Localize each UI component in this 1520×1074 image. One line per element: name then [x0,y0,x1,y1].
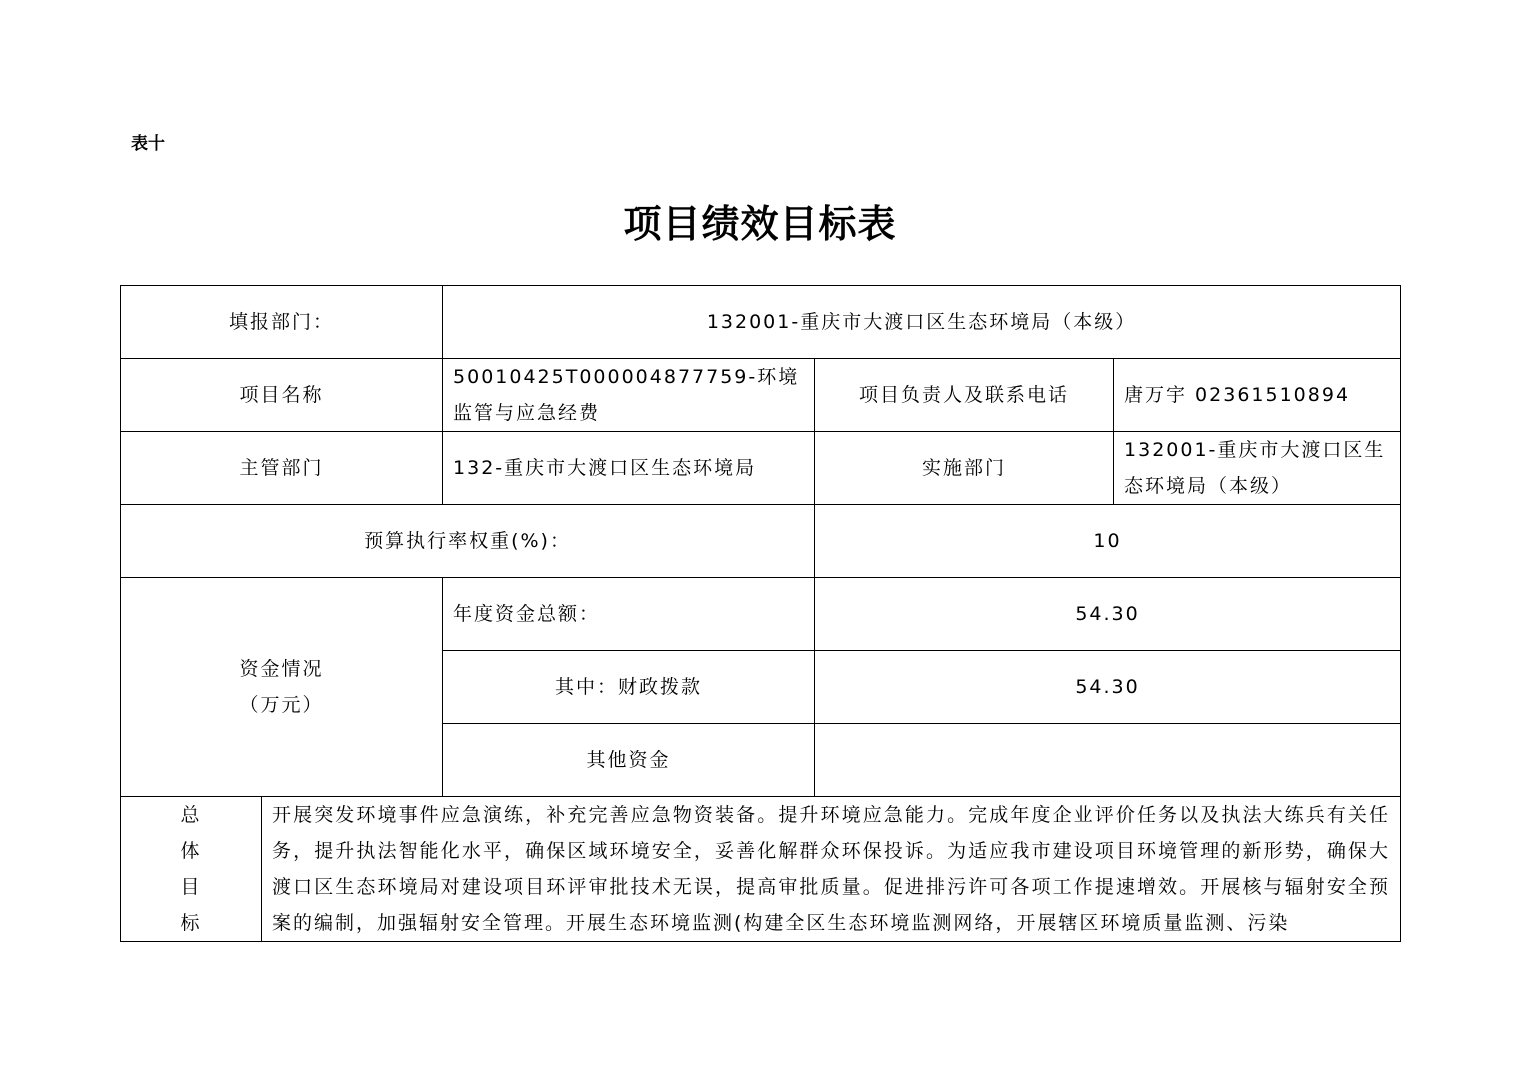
dept-row [121,432,1401,505]
implementing-dept-value: 132001-重庆市大渡口区生态环境局（本级） [1114,432,1401,505]
document-title: 项目绩效目标表 [623,201,897,246]
implementing-dept-label: 实施部门 [815,432,1114,505]
project-name-row [121,359,1401,432]
funds-label-line1: 资金情况 [239,658,324,680]
overall-goal-text: 开展突发环境事件应急演练，补充完善应急物资装备。提升环境应急能力。完成年度企业评价任务以及执法大练兵有关任务，提升执法智能化水平，确保区域环境安全，妥善化解群众环保投诉。为适应我市建设项目环境管理的新形势，确保大渡口区生态环境局对建设项目环评审批技术无误，提高审批质量。促进排污许可各项工作提速增效。开展核与辐射安全预案的编制，加强辐射安全管理。开展生态环境监测(构建全区生态环境监测网络，开展辖区环境质量监测、污染 [262,797,1401,942]
other-funds-value [815,724,1401,797]
reporting-dept-row [121,286,1401,359]
budget-weight-row [121,505,1401,578]
table-number-label: 表十 [131,134,165,154]
fiscal-value: 54.30 [815,651,1401,724]
supervising-dept-label: 主管部门 [121,432,443,505]
goal-label-char: 目 [180,876,202,898]
reporting-dept-value: 132001-重庆市大渡口区生态环境局（本级） [443,286,1401,359]
fiscal-label: 其中：财政拨款 [443,651,815,724]
funds-label-line2: （万元） [239,694,324,716]
budget-weight-label: 预算执行率权重(%)： [121,505,815,578]
annual-total-row [121,578,1401,651]
annual-total-label: 年度资金总额： [443,578,815,651]
other-funds-label: 其他资金 [443,724,815,797]
overall-goal-row [121,797,1401,942]
goal-label-char: 总 [180,804,202,826]
budget-weight-value: 10 [815,505,1401,578]
supervising-dept-value: 132-重庆市大渡口区生态环境局 [443,432,815,505]
contact-value: 唐万宇 02361510894 [1114,359,1401,432]
project-name-label: 项目名称 [121,359,443,432]
project-name-value: 50010425T000004877759-环境监管与应急经费 [443,359,815,432]
goal-label-char: 标 [180,912,202,934]
goal-label-char: 体 [180,840,202,862]
overall-goal-label [121,797,262,942]
contact-label: 项目负责人及联系电话 [815,359,1114,432]
reporting-dept-label: 填报部门： [121,286,443,359]
performance-goal-table [120,285,1401,942]
annual-total-value: 54.30 [815,578,1401,651]
funds-label [121,578,443,797]
